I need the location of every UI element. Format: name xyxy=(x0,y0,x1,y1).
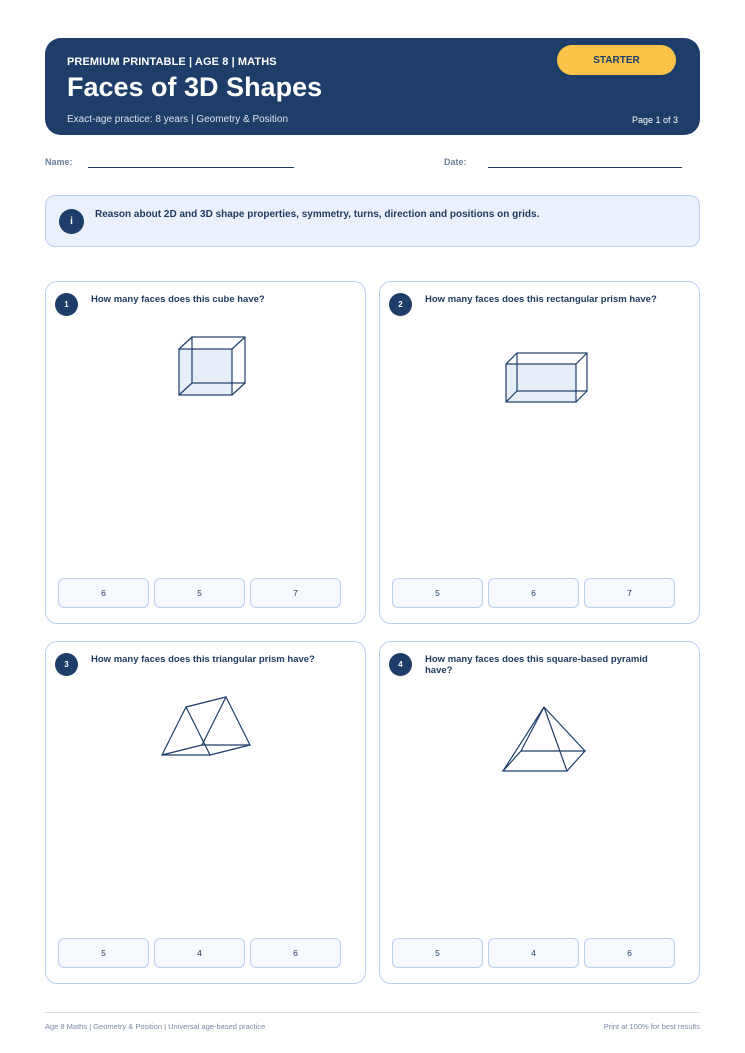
date-label: Date: xyxy=(444,157,467,167)
page-title: Faces of 3D Shapes xyxy=(67,72,323,102)
question-card-3 xyxy=(45,641,366,984)
footer-left-text: Age 8 Maths | Geometry & Position | Universal age-based practice xyxy=(45,1022,266,1031)
question-card-1 xyxy=(45,281,366,624)
footer-right-text: Print at 100% for best results xyxy=(603,1022,700,1031)
answer-option[interactable]: 5 xyxy=(392,578,483,608)
answer-option[interactable]: 5 xyxy=(392,938,483,968)
question-text: How many faces does this square-based pyramid have? xyxy=(425,654,648,676)
name-field[interactable] xyxy=(88,167,294,168)
page-number: Page 1 of 3 xyxy=(631,115,678,125)
answer-option[interactable]: 5 xyxy=(154,578,245,608)
answer-option[interactable]: 4 xyxy=(488,938,579,968)
footer-divider xyxy=(45,1012,700,1013)
answer-option[interactable]: 5 xyxy=(58,938,149,968)
triangular-prism-icon xyxy=(158,693,254,761)
question-number: 2 xyxy=(389,293,412,316)
info-icon: i xyxy=(59,209,84,234)
info-banner xyxy=(45,195,700,247)
answer-option[interactable]: 7 xyxy=(584,578,675,608)
question-number: 3 xyxy=(55,653,78,676)
info-text: Reason about 2D and 3D shape properties, symmetry, turns, direction and positions on grids. xyxy=(95,209,540,220)
question-card-2 xyxy=(379,281,700,624)
answer-option[interactable]: 6 xyxy=(584,938,675,968)
header-kicker: PREMIUM PRINTABLE | AGE 8 | MATHS xyxy=(67,56,277,68)
cube-icon xyxy=(174,332,250,400)
answer-option[interactable]: 4 xyxy=(154,938,245,968)
answer-option[interactable]: 6 xyxy=(488,578,579,608)
answer-option[interactable]: 6 xyxy=(58,578,149,608)
question-number: 4 xyxy=(389,653,412,676)
date-field[interactable] xyxy=(488,167,682,168)
square-pyramid-icon xyxy=(499,703,589,775)
header-subtitle: Exact-age practice: 8 years | Geometry & Position xyxy=(67,114,289,125)
answer-option[interactable]: 7 xyxy=(250,578,341,608)
question-text: How many faces does this triangular prism have? xyxy=(91,654,315,665)
question-card-4 xyxy=(379,641,700,984)
question-text: How many faces does this rectangular prism have? xyxy=(425,294,657,305)
question-text: How many faces does this cube have? xyxy=(91,294,265,305)
name-label: Name: xyxy=(45,157,73,167)
answer-option[interactable]: 6 xyxy=(250,938,341,968)
rectangular-prism-icon xyxy=(501,349,591,407)
question-number: 1 xyxy=(55,293,78,316)
worksheet-header xyxy=(45,38,700,135)
level-badge: STARTER xyxy=(557,45,676,75)
